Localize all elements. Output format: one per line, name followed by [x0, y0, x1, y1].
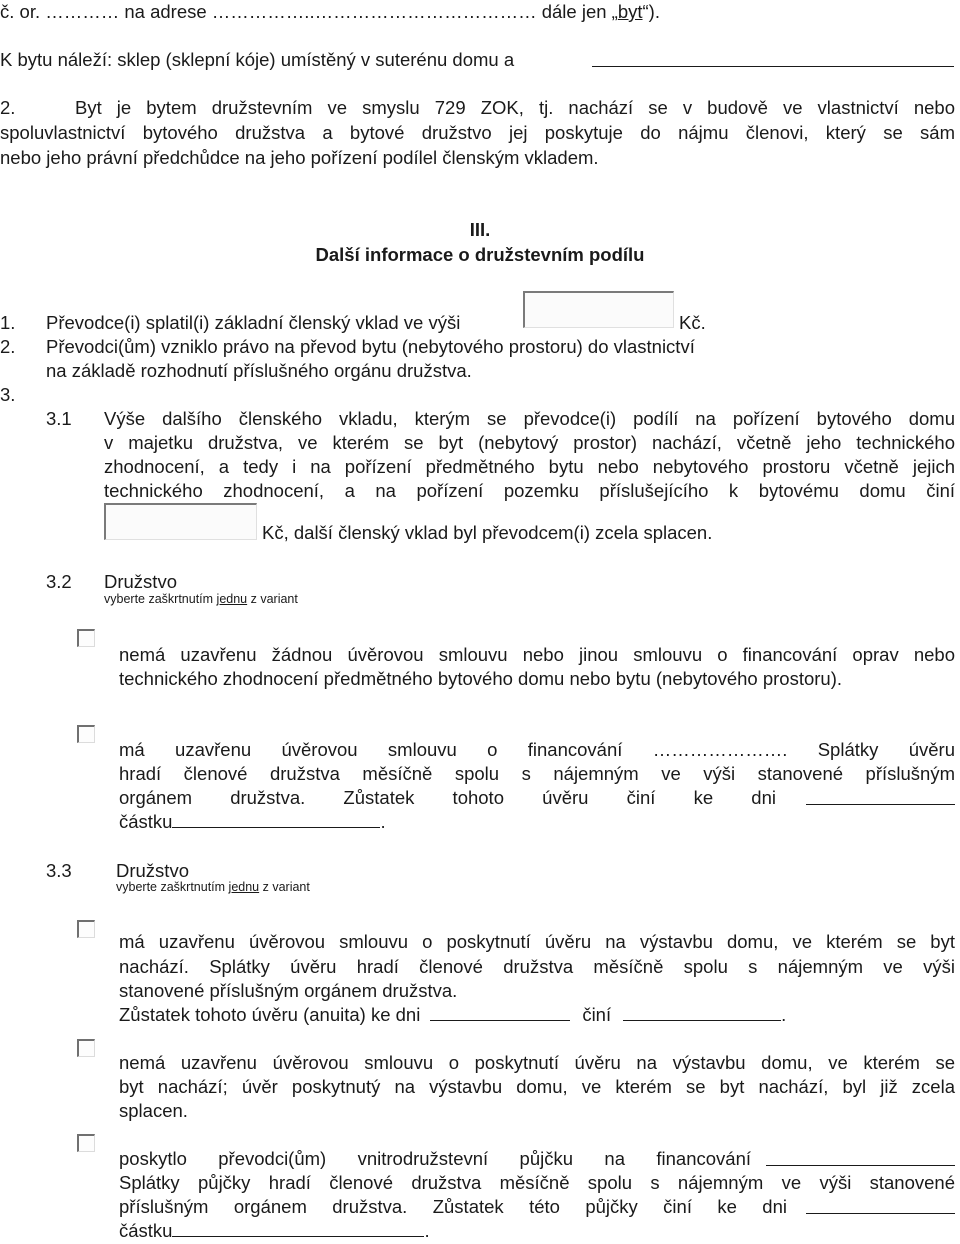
- section-roman: III.: [469, 219, 491, 240]
- item1-number: 1.: [0, 312, 16, 333]
- sub32-opt1-line2: technického zhodnocení předmětného bytového domu nebo bytu (nebytového prostoru).: [119, 668, 843, 689]
- sub33-balance-label: Zůstatek tohoto úvěru (anuita) ke dni: [119, 1004, 421, 1025]
- sub33-option3-checkbox[interactable]: [77, 1134, 95, 1152]
- sub33-opt1-line1: má uzavřenu úvěrovou smlouvu o poskytnutí úvěru na výstavbu domu, ve kterém se byt: [119, 931, 955, 952]
- sub32-hint-u: jednu: [216, 592, 248, 606]
- sub33-hint: [116, 879, 310, 895]
- base-deposit-input[interactable]: [523, 291, 674, 328]
- sub32-opt2-line2: hradí členové družstva měsíčně spolu s nájemným ve výši stanovené příslušným: [119, 763, 955, 784]
- cellar-line-text: K bytu náleží: sklep (sklepní kóje) umístěný v suterénu domu a: [0, 49, 515, 70]
- sub33-opt1-line4: [119, 1003, 786, 1027]
- sub33-opt2-line3: splacen.: [119, 1100, 188, 1121]
- sub32-amount-label: částku: [119, 811, 173, 832]
- sub33-loan-purpose-blank[interactable]: [766, 1165, 955, 1166]
- sub32-amount-end: .: [380, 811, 386, 832]
- sub32-option2-checkbox[interactable]: [77, 725, 95, 743]
- sub31-line4: technického zhodnocení, a na pořízení pozemku příslušejícího k bytovému domu činí: [104, 480, 955, 501]
- item1-unit: Kč.: [679, 312, 706, 333]
- sub33-opt3-line2: Splátky půjčky hradí členové družstva měsíčně spolu s nájemným ve výši stanovené: [119, 1172, 955, 1193]
- sub33-option1-checkbox[interactable]: [77, 920, 95, 938]
- para2-number: 2.: [0, 97, 16, 118]
- sub33-opt3-line3: příslušným orgánem družstva. Zůstatek této půjčky činí ke dni: [119, 1196, 787, 1217]
- sub33-title: Družstvo: [116, 860, 189, 881]
- item2-number: 2.: [0, 336, 16, 357]
- sub31-number: 3.1: [46, 408, 72, 429]
- sub32-hint: [104, 591, 298, 607]
- sub33-loan-amount-label: částku: [119, 1220, 173, 1241]
- sub33-amount-label: činí: [582, 1004, 612, 1025]
- sub32-opt2-line4: [119, 810, 386, 834]
- sub33-opt1-line2: nachází. Splátky úvěru hradí členové družstva měsíčně spolu s nájemným ve výši: [119, 956, 955, 977]
- para2-line2: spoluvlastnictví bytového družstva a bytové družstvo jej poskytuje do nájmu členovi, který se sám: [0, 122, 955, 143]
- sub32-opt2-line1: má uzavřenu úvěrovou smlouvu o financování …………………. Splátky úvěru: [119, 739, 955, 760]
- address-line-end: “).: [642, 1, 660, 22]
- sub33-number: 3.3: [46, 860, 72, 881]
- sub33-hint-u: jednu: [228, 880, 260, 894]
- item3-number: 3.: [0, 384, 16, 405]
- sub33-opt2-line1: nemá uzavřenu úvěrovou smlouvu o poskytnutí úvěru na výstavbu domu, ve kterém se: [119, 1052, 955, 1073]
- sub32-hint-b: z variant: [247, 592, 298, 606]
- sub32-title: Družstvo: [104, 571, 177, 592]
- item1-text: Převodce(i) splatil(i) základní členský vklad ve výši: [46, 312, 461, 333]
- sub33-loan-amount-blank[interactable]: [172, 1219, 424, 1237]
- sub32-number: 3.2: [46, 571, 72, 592]
- sub33-opt1-line3: stanovené příslušným orgánem družstva.: [119, 980, 458, 1001]
- sub33-option2-checkbox[interactable]: [77, 1039, 95, 1057]
- sub31-after: Kč, další členský vklad byl převodcem(i) zcela splacen.: [262, 522, 713, 543]
- sub32-option1-checkbox[interactable]: [77, 629, 95, 647]
- sub33-hint-b: z variant: [259, 880, 310, 894]
- sub33-hint-a: vyberte zaškrtnutím: [116, 880, 229, 894]
- sub32-date-blank[interactable]: [806, 804, 955, 805]
- sub32-hint-a: vyberte zaškrtnutím: [104, 592, 217, 606]
- sub32-opt1-line1: nemá uzavřenu žádnou úvěrovou smlouvu nebo jinou smlouvu o financování oprav nebo: [119, 644, 955, 665]
- sub32-opt2-line3: orgánem družstva. Zůstatek tohoto úvěru činí ke dni: [119, 787, 776, 808]
- address-line-text: č. or. ………… na adrese ……………..……………………………… dále jen „: [0, 1, 618, 22]
- item2-line2: na základě rozhodnutí příslušného orgánu družstva.: [46, 360, 472, 381]
- sub31-line2: v majetku družstva, ve kterém se byt (nebytový prostor) nachází, včetně jeho technického: [104, 432, 955, 453]
- sub33-loan-date-blank[interactable]: [806, 1213, 955, 1214]
- sub33-opt2-line2: byt nachází; úvěr poskytnutý na výstavbu domu, ve kterém se byt nachází, byl již zcela: [119, 1076, 955, 1097]
- sub33-opt3-line1: poskytlo převodci(ům) vnitrodružstevní půjčku na financování: [119, 1148, 751, 1169]
- address-line: [0, 0, 660, 24]
- additional-deposit-input[interactable]: [104, 503, 257, 540]
- cellar-blank[interactable]: [592, 66, 954, 67]
- byt-term: byt: [617, 1, 643, 22]
- sub33-amount-blank[interactable]: [623, 1003, 781, 1021]
- sub33-opt3-line4: [119, 1219, 430, 1243]
- sub31-line1: Výše dalšího členského vkladu, kterým se převodce(i) podílí na pořízení bytového domu: [104, 408, 955, 429]
- cellar-line: [0, 48, 514, 72]
- sub33-date-blank[interactable]: [430, 1003, 570, 1021]
- para2-line1: Byt je bytem družstevním ve smyslu 729 ZOK, tj. nachází se v budově ve vlastnictví nebo: [75, 97, 955, 118]
- sub33-loan-amount-end: .: [424, 1220, 430, 1241]
- sub32-amount-blank[interactable]: [172, 810, 380, 828]
- section-title: Další informace o družstevním podílu: [315, 244, 645, 265]
- item2-line1: Převodci(ům) vzniklo právo na převod bytu (nebytového prostoru) do vlastnictví: [46, 336, 695, 357]
- sub31-line3: zhodnocení, a tedy i na pořízení předmětného bytu nebo nebytového prostoru včetně jejich: [104, 456, 955, 477]
- para2-line3: nebo jeho právní předchůdce na jeho pořízení podílel členským vkladem.: [0, 147, 599, 168]
- sub33-opt1-end: .: [781, 1004, 787, 1025]
